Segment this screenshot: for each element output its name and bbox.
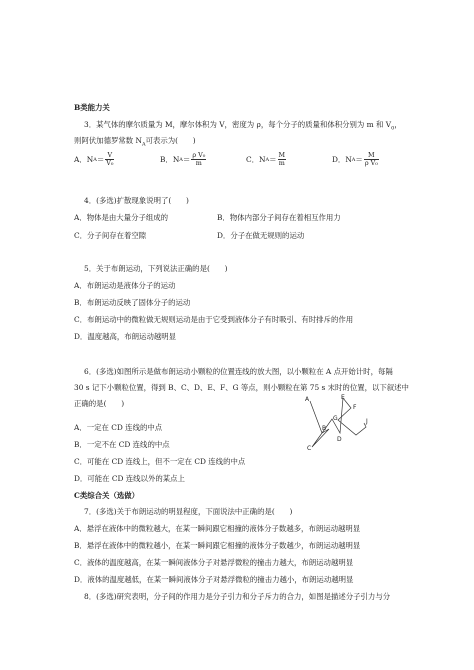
q3-option-a-label: A．N [74,155,94,164]
figure-label-j: J [366,418,368,425]
q3-stem-line2-tail: 可表示为( ) [145,136,196,145]
q6-option-b[interactable]: B．一定不在 CD 连线的中点 [74,440,170,449]
q6-stem-line3: 正确的是( ) [74,399,125,408]
q3-option-b-fraction [191,152,206,167]
q3-stem-line2-sub: A [141,141,146,148]
q3-option-a[interactable] [74,152,160,167]
q4-option-c[interactable]: C．分子间存在着空隙 [74,231,147,240]
q3-option-c-eq: ＝ [269,155,277,164]
q3-option-a-num: V [105,152,114,160]
q5-option-d[interactable]: D．温度越高，布朗运动越明显 [74,332,177,341]
q4-option-b[interactable]: B．物体内部分子间存在着相互作用力 [217,213,341,222]
q3-option-b-sub: A [179,156,183,163]
figure-label-f: F [353,404,357,411]
figure-label-b: B [322,425,327,432]
q3-option-c[interactable] [246,152,332,167]
q3-option-c-den: m [278,159,285,167]
q3-option-a-fraction [105,152,114,167]
q6-option-c[interactable]: C．可能在 CD 连线上，但不一定在 CD 连线的中点 [74,457,246,466]
figure-label-c: C [307,445,312,451]
section-c-title: C类综合关（选做） [74,491,140,500]
q3-option-b[interactable] [160,152,246,167]
section-b-title: B类能力关 [74,103,110,112]
brownian-path-figure [300,393,380,451]
q3-stem-line2-text: 则阿伏加德罗常数 N [74,136,142,145]
q3-options [74,152,418,167]
q3-option-a-eq: ＝ [96,155,105,164]
q8-stem-line1: 8．(多选)研究表明，分子间的作用力是分子引力和分子斥力的合力，如图是描述分子引力与分 [84,592,391,601]
q5-option-b[interactable]: B．布朗运动反映了固体分子的运动 [74,298,191,307]
q4-option-a[interactable]: A．物体是由大量分子组成的 [74,213,169,222]
q3-option-d-fraction [364,152,379,167]
q3-stem-line1 [84,120,402,133]
q3-stem-text: 3．某气体的摩尔质量为 M，摩尔体积为 V，密度为 ρ，每个分子的质量和体积分别为 m 和 V [84,120,392,129]
q3-stem-sub: 0 [391,125,395,132]
q3-option-c-num: M [278,151,286,159]
figure-label-g: G [333,415,338,422]
q7-option-c[interactable]: C．液体的温度越高，在某一瞬间液体分子对悬浮微粒的撞击力越大，布朗运动越明显 [74,558,354,567]
q3-option-a-den: V₀ [106,159,114,167]
q4-option-d[interactable]: D．分子在做无规则的运动 [217,231,305,240]
q3-stem-tail: ， [394,120,402,129]
q3-stem-line2 [74,136,196,149]
q3-option-d[interactable] [332,152,418,167]
q5-option-a[interactable]: A．布朗运动是液体分子的运动 [74,281,176,290]
q3-option-d-num: M [364,152,379,160]
q7-option-d[interactable]: D．液体的温度越低，在某一瞬间液体分子对悬浮微粒的撞击力越小，布朗运动越明显 [74,575,354,584]
q3-option-d-label: D．N [332,155,352,164]
q3-option-d-eq: ＝ [355,155,363,164]
q5-stem: 5．关于布朗运动，下列说法正确的是( ) [84,264,228,273]
figure-label-e: E [341,394,345,401]
q3-option-b-label: B．N [160,155,180,164]
q3-option-c-fraction [278,152,287,167]
q3-option-b-den: m [195,159,202,167]
q6-option-a[interactable]: A．一定在 CD 连线的中点 [74,423,163,432]
q7-stem: 7．(多选)关于布朗运动的明显程度，下面说法中正确的是( ) [84,507,293,516]
q3-option-b-eq: ＝ [182,155,191,164]
q4-stem: 4．(多选)扩散现象说明了( ) [84,196,189,205]
q3-option-c-sub: A [265,156,270,163]
q3-option-b-num: ρ V₀ [192,151,206,159]
q6-stem-line1: 6．(多选)如图所示是做布朗运动小颗粒的位置连线的放大图，以小颗粒在 A 点开始计时，每隔 [84,367,393,376]
q3-option-c-label: C．N [246,155,266,164]
q3-option-d-sub: A [351,156,356,163]
q7-option-b[interactable]: B．悬浮在液体中的微粒越小，在某一瞬间跟它相撞的液体分子数越少，布朗运动越明显 [74,541,361,550]
figure-label-a: A [305,396,310,403]
q6-stem-line2: 30 s 记下小颗粒位置，得到 B、C、D、E、F、G 等点，则小颗粒在第 75 s 末时的位置，以下叙述中 [74,383,409,392]
q3-option-d-den: ρ V₀ [364,159,378,167]
q5-option-c[interactable]: C．布朗运动中的微粒做无规则运动是由于它受到液体分子有时吸引、有时排斥的作用 [74,315,354,324]
q6-option-d[interactable]: D．可能在 CD 连线以外的某点上 [74,474,185,483]
figure-label-d: D [337,436,342,443]
q7-option-a[interactable]: A．悬浮在液体中的微粒越大，在某一瞬间跟它相撞的液体分子数越多，布朗运动越明显 [74,524,361,533]
q3-option-a-sub: A [93,156,97,163]
